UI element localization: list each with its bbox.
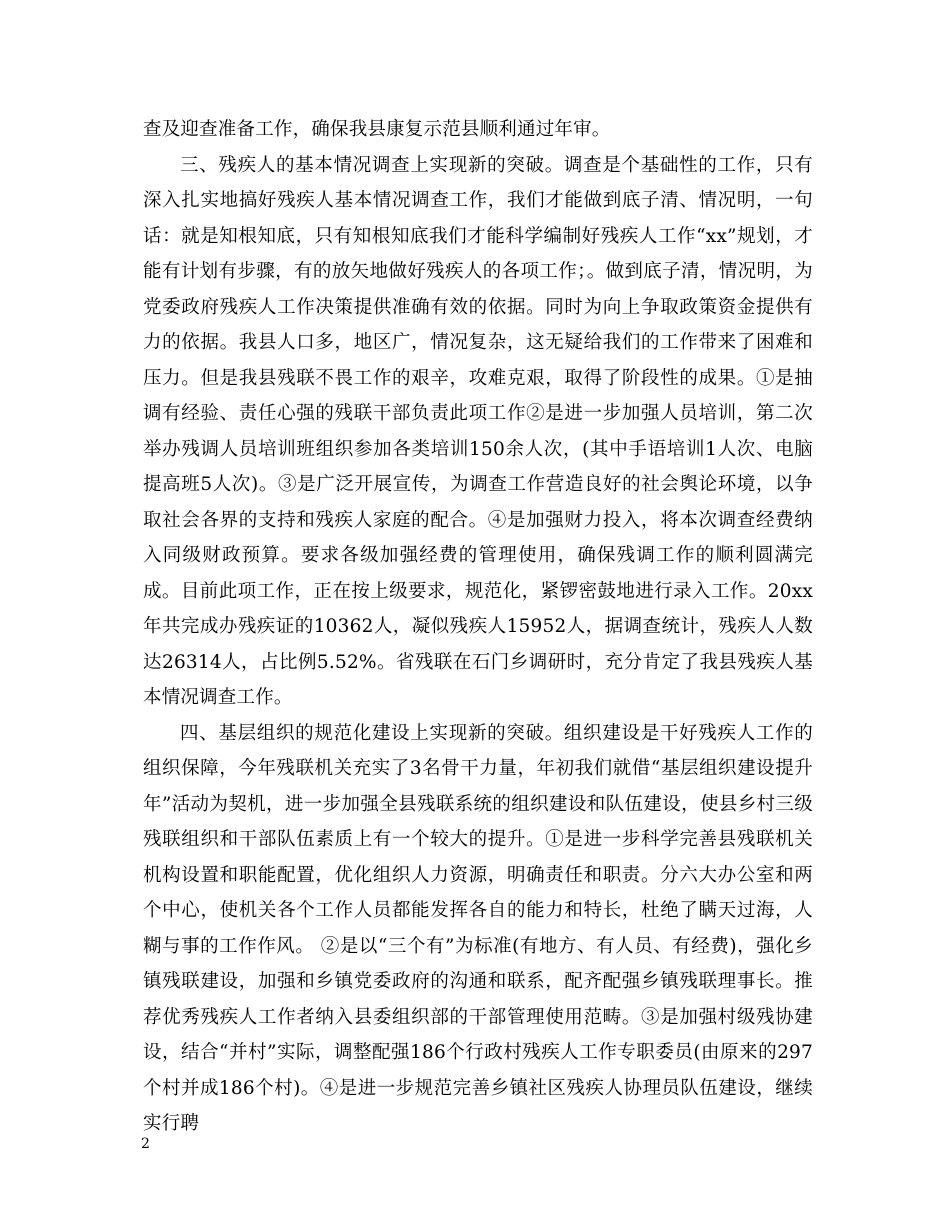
paragraph-section-four: 四、基层组织的规范化建设上实现新的突破。组织建设是干好残疾人工作的组织保障，今年残联机关充实了3名骨干力量，年初我们就借“基层组织建设提升年”活动为契机，进一步加强全县残联系统的组织建设和队伍建设，使县乡村三级残联组织和干部队伍素质上有一个较大的提升。①是进一步科学完善县残联机关机构设置和职能配置，优化组织人力资源，明确责任和职责。分六大办公室和两个中心，使机关各个工作人员都能发挥各自的能力和特长，杜绝了瞒天过海，人糊与事的工作作风。 ②是以“三个有”为标准(有地方、有人员、有经费)，强化乡镇残联建设，加强和乡镇党委政府的沟通和联系，配齐配强乡镇残联理事长。推荐优秀残疾人工作者纳入县委组织部的干部管理使用范畴。③是加强村级残协建设，结合“并村”实际，调整配强186个行政村残疾人工作专职委员(由原来的297个村并成186个村)。④是进一步规范完善乡镇社区残疾人协理员队伍建设，继续实行聘 <box>143 722 813 1134</box>
document-body <box>143 112 813 1142</box>
page-number: 2 <box>141 1136 150 1152</box>
paragraph-section-three: 三、残疾人的基本情况调查上实现新的突破。调查是个基础性的工作，只有深入扎实地搞好残疾人基本情况调查工作，我们才能做到底子清、情况明，一句话：就是知根知底，只有知根知底我们才能科学编制好残疾人工作“xx”规划，才能有计划有步骤，有的放矢地做好残疾人的各项工作；。做到底子清，情况明，为党委政府残疾人工作决策提供准确有效的依据。同时为向上争取政策资金提供有力的依据。我县人口多，地区广，情况复杂，这无疑给我们的工作带来了困难和压力。但是我县残联不畏工作的艰辛，攻难克艰，取得了阶段性的成果。①是抽调有经验、责任心强的残联干部负责此项工作②是进一步加强人员培训，第二次举办残调人员培训班组织参加各类培训150余人次，(其中手语培训1人次、电脑提高班5人次)。③是广泛开展宣传，为调查工作营造良好的社会舆论环境，以争取社会各界的支持和残疾人家庭的配合。④是加强财力投入，将本次调查经费纳入同级财政预算。要求各级加强经费的管理使用，确保残调工作的顺利圆满完成。目前此项工作，正在按上级要求，规范化，紧锣密鼓地进行录入工作。20xx年共完成办残疾证的10362人，凝似残疾人15952人，据调查统计，残疾人人数达26314人，占比例5.52%。省残联在石门乡调研时，充分肯定了我县残疾人基本情况调查工作。 <box>143 154 813 708</box>
paragraph-continuation: 查及迎查准备工作，确保我县康复示范县顺利通过年审。 <box>143 119 611 140</box>
